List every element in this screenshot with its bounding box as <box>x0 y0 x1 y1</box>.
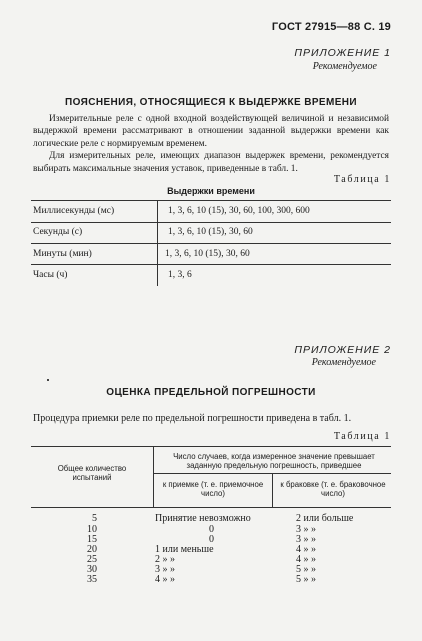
table-2-reject: 5 » » <box>296 564 316 575</box>
table-1-title: Выдержки времени <box>167 186 255 196</box>
table-1-row-divider <box>31 243 391 244</box>
table-1-values: 1, 3, 6, 10 (15), 30, 60, 100, 300, 600 <box>168 206 310 216</box>
table-1-values: 1, 3, 6, 10 (15), 30, 60 <box>165 249 250 259</box>
table-2-reject: 5 » » <box>296 574 316 585</box>
table-2-count: 5 <box>92 513 97 524</box>
table-2-column-divider <box>153 446 154 507</box>
appendix-2-heading: ОЦЕНКА ПРЕДЕЛЬНОЙ ПОГРЕШНОСТИ <box>106 387 316 398</box>
table-2-count: 20 <box>87 544 97 555</box>
table-2-reject: 4 » » <box>296 544 316 555</box>
table-2-count: 25 <box>87 554 97 565</box>
appendix-1-paragraph-2: Для измерительных реле, имеющих диапазон выдержек времени, рекомендуется выбирать максимальные значения уставок, приведенные в табл. 1. <box>33 151 389 174</box>
table-1-label: Таблица 1 <box>333 174 391 185</box>
table-2-header-group: Число случаев, когда измеренное значение превышает заданную предельную погрешность, приведшее <box>173 452 375 470</box>
appendix-1-paragraph-1: Измерительные реле с одной входной воздействующей величиной и независимой выдержкой времени рассматривают в отношении заданной выдержки времени как логические реле с нормируемым временем. <box>33 114 389 149</box>
table-2-header-total: Общее количество испытаний <box>57 464 127 482</box>
table-2-accept: 0 <box>209 534 214 545</box>
table-2-column-divider <box>272 473 273 507</box>
table-1-values: 1, 3, 6 <box>168 270 192 280</box>
table-2-accept: 2 » » <box>155 554 175 565</box>
print-mark <box>47 379 49 381</box>
appendix-1-heading: ПОЯСНЕНИЯ, ОТНОСЯЩИЕСЯ К ВЫДЕРЖКЕ ВРЕМЕНИ <box>64 97 357 108</box>
table-1-column-divider <box>157 200 158 286</box>
table-1-unit: Часы (ч) <box>33 270 68 280</box>
page-header: ГОСТ 27915—88 С. 19 <box>271 21 391 33</box>
table-2-reject: 3 » » <box>296 524 316 535</box>
table-2-reject: 4 » » <box>296 554 316 565</box>
table-1-row-divider <box>31 222 391 223</box>
appendix-2-status: Рекомендуемое <box>311 357 376 368</box>
appendix-2-title: ПРИЛОЖЕНИЕ 2 <box>294 344 391 356</box>
table-2-top-rule <box>31 446 391 447</box>
table-2-accept: 4 » » <box>155 574 175 585</box>
table-2-label: Таблица 1 <box>333 431 391 442</box>
table-2-reject: 3 » » <box>296 534 316 545</box>
appendix-2-paragraph: Процедура приемки реле по предельной погрешности приведена в табл. 1. <box>33 413 352 424</box>
table-1-values: 1, 3, 6, 10 (15), 30, 60 <box>168 227 253 237</box>
table-2-count: 35 <box>87 574 97 585</box>
appendix-1-title: ПРИЛОЖЕНИЕ 1 <box>294 47 391 59</box>
table-2-accept: Принятие невозможно <box>155 513 251 524</box>
table-2-count: 10 <box>87 524 97 535</box>
appendix-1-text <box>33 113 389 175</box>
table-2-accept: 0 <box>209 524 214 535</box>
table-1-row-divider <box>31 264 391 265</box>
table-2-accept: 1 или меньше <box>155 544 214 555</box>
appendix-1-status: Рекомендуемое <box>312 61 377 72</box>
table-2-count: 15 <box>87 534 97 545</box>
table-1-unit: Минуты (мин) <box>33 249 92 259</box>
table-2-accept: 3 » » <box>155 564 175 575</box>
table-1-unit: Секунды (с) <box>33 227 83 237</box>
table-2-header-reject: к браковке (т. е. браковочное число) <box>280 480 386 498</box>
table-1-top-rule <box>31 200 391 201</box>
table-2-count: 30 <box>87 564 97 575</box>
table-2-header-accept: к приемке (т. е. приемочное число) <box>162 480 264 498</box>
table-2-reject: 2 или больше <box>296 513 354 524</box>
table-2-header-rule <box>31 507 391 508</box>
table-1-unit: Миллисекунды (мс) <box>33 206 115 216</box>
